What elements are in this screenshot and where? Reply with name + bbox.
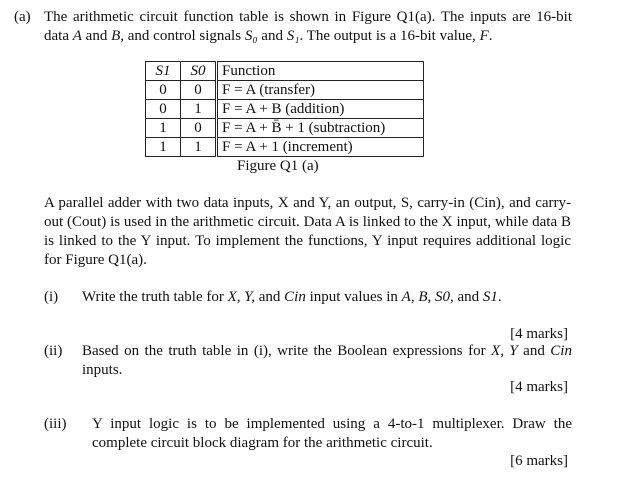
italic-term: S1	[482, 289, 498, 305]
question-ii-label: (ii)	[44, 343, 63, 359]
question-i-text: Write the truth table for X, Y, and Cin input values in A, B, S0, and S1.	[82, 289, 502, 305]
italic-term: A, B, S0,	[401, 289, 454, 305]
cell-s1: 0	[146, 81, 181, 100]
table-row	[146, 81, 424, 100]
header-function: Function	[217, 62, 424, 81]
header-s0: S0	[181, 62, 217, 81]
cell-s0: 1	[181, 138, 217, 157]
function-table-header-row	[146, 62, 424, 81]
cell-s1: 1	[146, 119, 181, 138]
italic-term: A	[72, 28, 82, 44]
italic-term: X, Y,	[227, 289, 255, 305]
question-ii-text: Based on the truth table in (i), write the Boolean expressions for X, Y and Cin inputs.	[82, 343, 572, 378]
description-paragraph: A parallel adder with two data inputs, X and Y, an output, S, carry-in (Cin), and carry-out (Cout) is used in the arithmetic circuit. Data A is linked to the X input, while data B is linked to the Y input. To implement the functions, Y input requires additional logic for Figure Q1(a).	[44, 195, 571, 268]
cell-s0: 0	[181, 81, 217, 100]
table-row	[146, 138, 424, 157]
part-a-intro: The arithmetic circuit function table is shown in Figure Q1(a). The inputs are 16-bit data A and B, and control signals S₀ and S₁. The output is a 16-bit value, F.	[44, 9, 572, 44]
question-iii-label: (iii)	[44, 416, 67, 432]
cell-function: F = A + B (addition)	[217, 100, 424, 119]
part-a-label: (a)	[14, 9, 31, 25]
italic-term: S₀	[244, 28, 258, 44]
italic-term: X, Y	[491, 343, 518, 359]
figure-caption: Figure Q1 (a)	[237, 158, 319, 174]
italic-term: F	[479, 28, 489, 44]
question-ii-marks: [4 marks]	[510, 379, 568, 395]
cell-s1: 1	[146, 138, 181, 157]
cell-s0: 0	[181, 119, 217, 138]
function-table	[145, 61, 424, 157]
cell-function: F = A (transfer)	[217, 81, 424, 100]
cell-s0: 1	[181, 100, 217, 119]
question-iii-marks: [6 marks]	[510, 453, 568, 469]
question-i-marks: [4 marks]	[510, 326, 568, 342]
cell-s1: 0	[146, 100, 181, 119]
cell-function: F = A + B̄ + 1 (subtraction)	[217, 119, 424, 138]
table-row	[146, 119, 424, 138]
question-iii-text: Y input logic is to be implemented using a 4-to-1 multiplexer. Draw the complete circuit block diagram for the arithmetic circuit.	[92, 416, 572, 451]
question-i-label: (i)	[44, 289, 59, 305]
italic-term: B	[111, 28, 121, 44]
header-s1: S1	[146, 62, 181, 81]
italic-term: Cin	[284, 289, 306, 305]
italic-term: Cin	[550, 343, 572, 359]
cell-function: F = A + 1 (increment)	[217, 138, 424, 157]
italic-term: S₁	[286, 28, 300, 44]
table-row	[146, 100, 424, 119]
